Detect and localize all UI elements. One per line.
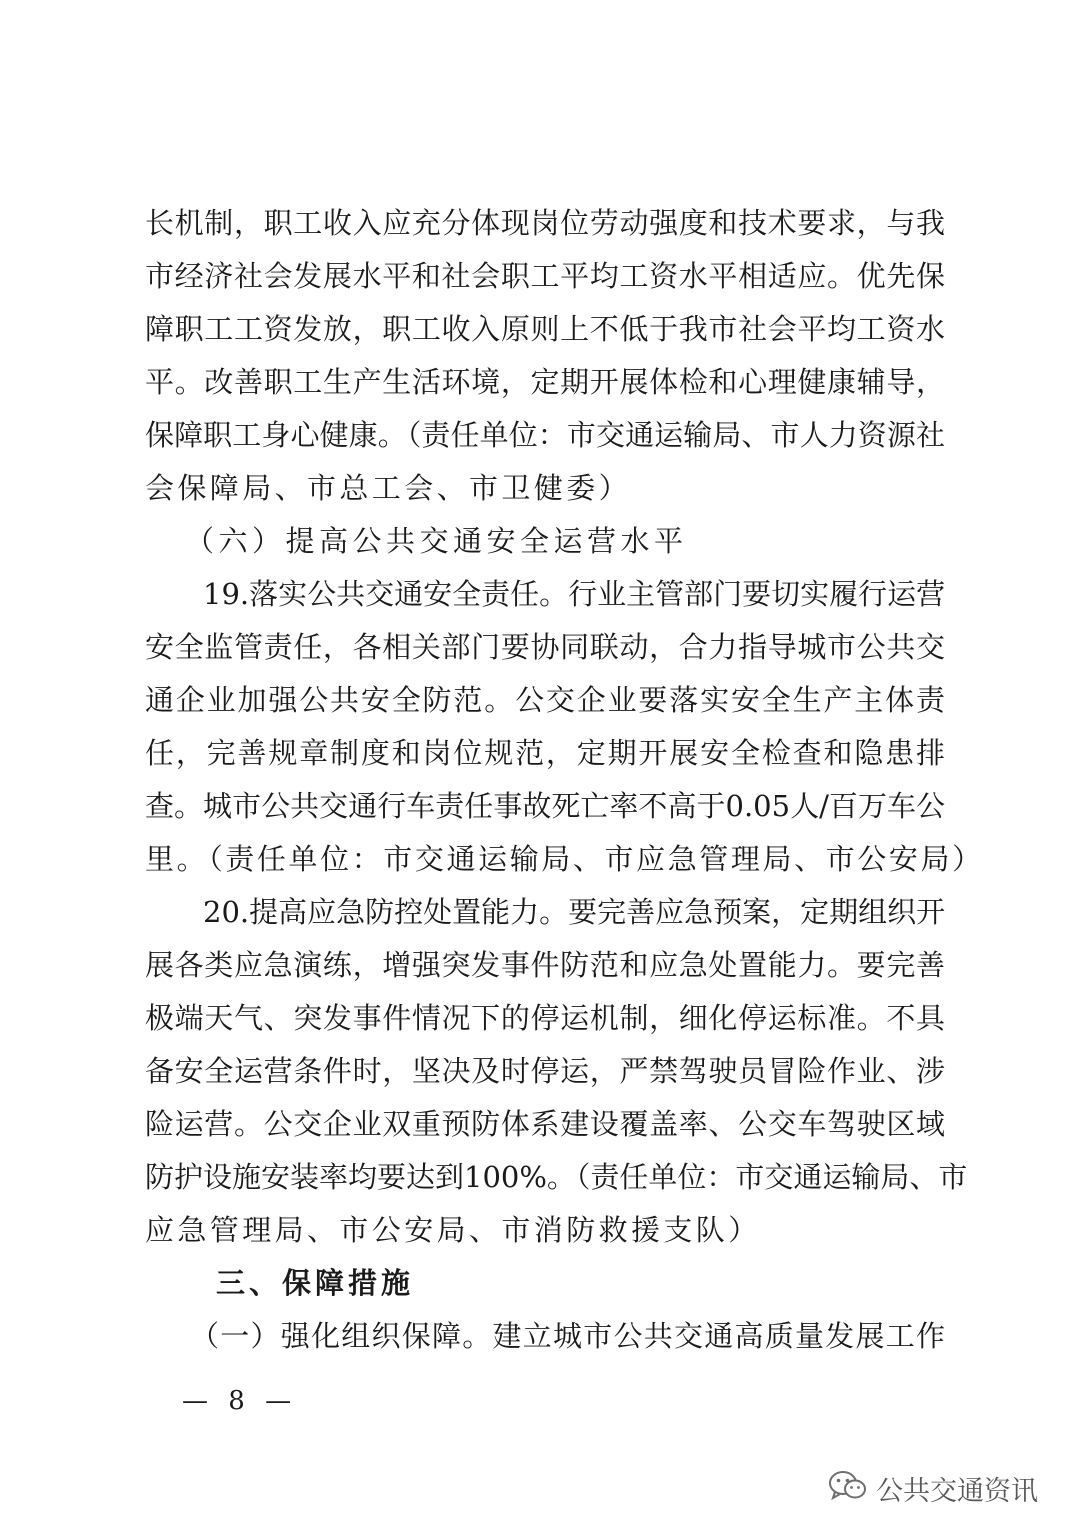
- item-19-line: 19.落实公共交通安全责任。行业主管部门要切实履行运营: [203, 577, 946, 611]
- item-20-line: 备安全运营条件时，坚决及时停运，严禁驾驶员冒险作业、涉: [145, 1054, 945, 1088]
- paragraph-line: 障职工工资发放，职工收入原则上不低于我市社会平均工资水: [145, 312, 945, 346]
- paragraph-line: 长机制，职工收入应充分体现岗位劳动强度和技术要求，与我: [145, 206, 945, 240]
- item-19-line: 安全监管责任，各相关部门要协同联动，合力指导城市公共交: [145, 630, 945, 664]
- item-19-line: 查。城市公共交通行车责任事故死亡率不高于0.05人/百万车公: [145, 789, 945, 823]
- section-heading-safeguards: 三、保障措施: [216, 1266, 415, 1300]
- item-19-line: 通企业加强公共安全防范。公交企业要落实安全生产主体责: [145, 683, 945, 717]
- item-20-line: 防护设施安装率均要达到100%。（责任单位：市交通运输局、市: [145, 1160, 968, 1194]
- item-20-line: 20.提高应急防控处置能力。要完善应急预案，定期组织开: [203, 895, 946, 929]
- paragraph-line: 平。改善职工生产生活环境，定期开展体检和心理健康辅导，: [145, 365, 945, 399]
- safeguard-line: （一）强化组织保障。建立城市公共交通高质量发展工作: [190, 1319, 945, 1353]
- paragraph-line: 市经济社会发展水平和社会职工平均工资水平相适应。优先保: [145, 259, 945, 293]
- item-20-line: 应急管理局、市公安局、市消防救援支队）: [145, 1213, 761, 1247]
- paragraph-line: 会保障局、市总工会、市卫健委）: [145, 471, 632, 505]
- watermark: [828, 1468, 1038, 1508]
- wechat-icon: [828, 1469, 868, 1507]
- paragraph-line: 保障职工身心健康。（责任单位：市交通运输局、市人力资源社: [145, 418, 945, 452]
- watermark-text: 公共交通资讯: [876, 1475, 1038, 1507]
- item-20-line: 展各类应急演练，增强突发事件防范和应急处置能力。要完善: [145, 948, 945, 982]
- item-19-line: 里。（责任单位：市交通运输局、市应急管理局、市公安局）: [145, 842, 984, 876]
- item-20-line: 极端天气、突发事件情况下的停运机制，细化停运标准。不具: [145, 1001, 945, 1035]
- page-number: — 8 —: [182, 1386, 298, 1416]
- section-heading-six: （六）提高公共交通安全运营水平: [185, 524, 688, 558]
- item-19-line: 任，完善规章制度和岗位规范，定期开展安全检查和隐患排: [145, 736, 945, 770]
- item-20-line: 险运营。公交企业双重预防体系建设覆盖率、公交车驾驶区域: [145, 1107, 945, 1141]
